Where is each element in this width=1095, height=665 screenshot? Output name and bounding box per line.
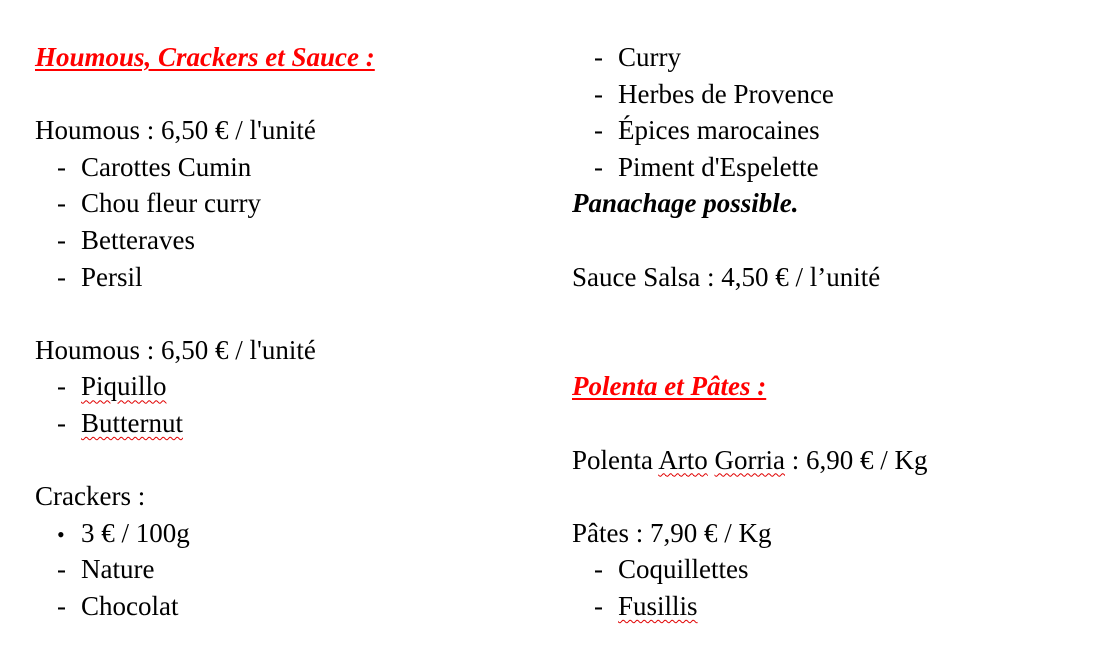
list-item bbox=[572, 39, 1072, 76]
houmous-price-1: Houmous : 6,50 € / l'unité bbox=[35, 115, 316, 146]
list-item-label: Chou fleur curry bbox=[81, 188, 261, 219]
dash-marker: - bbox=[57, 407, 66, 438]
list-item bbox=[572, 588, 1072, 625]
blank-line bbox=[572, 295, 1072, 332]
list-item bbox=[572, 149, 1072, 186]
list-item-label: Épices marocaines bbox=[618, 115, 820, 146]
blank-line bbox=[572, 405, 1072, 442]
right-column bbox=[572, 39, 1072, 625]
dash-marker: - bbox=[57, 188, 66, 219]
list-item bbox=[35, 259, 535, 296]
panachage-note: Panachage possible. bbox=[572, 188, 799, 219]
dash-marker: - bbox=[57, 224, 66, 255]
polenta-prefix: Polenta bbox=[572, 444, 659, 475]
dash-marker: - bbox=[57, 371, 66, 402]
list-item-label: Persil bbox=[81, 261, 143, 292]
left-column bbox=[35, 39, 535, 625]
list-item bbox=[35, 588, 535, 625]
list-item-label: Herbes de Provence bbox=[618, 78, 834, 109]
list-item bbox=[35, 405, 535, 442]
dash-marker: - bbox=[57, 554, 66, 585]
crackers-title: Crackers : bbox=[35, 481, 146, 512]
sauce-price: Sauce Salsa : 4,50 € / l’unité bbox=[572, 261, 881, 292]
polenta-brand-gorria: Gorria bbox=[714, 444, 785, 475]
list-item bbox=[572, 112, 1072, 149]
list-item-label: Coquillettes bbox=[618, 554, 749, 585]
polenta-space bbox=[708, 445, 715, 475]
list-item bbox=[35, 222, 535, 259]
crackers-price: 3 € / 100g bbox=[81, 517, 190, 548]
list-item bbox=[35, 515, 535, 552]
list-item-label: Piment d'Espelette bbox=[618, 151, 819, 182]
dash-marker: - bbox=[594, 590, 603, 621]
list-item-label: Carottes Cumin bbox=[81, 151, 252, 182]
blank-line bbox=[572, 332, 1072, 369]
dash-marker: - bbox=[594, 554, 603, 585]
blank-line bbox=[35, 442, 535, 479]
list-item-label: Betteraves bbox=[81, 224, 195, 255]
bullet-marker: • bbox=[57, 521, 65, 547]
list-item-label: Chocolat bbox=[81, 590, 179, 621]
polenta-suffix: : 6,90 € / Kg bbox=[784, 444, 928, 475]
dash-marker: - bbox=[594, 115, 603, 146]
list-item bbox=[35, 185, 535, 222]
section-heading-polenta: Polenta et Pâtes : bbox=[572, 371, 767, 402]
dash-marker: - bbox=[594, 78, 603, 109]
dash-marker: - bbox=[57, 151, 66, 182]
dash-marker: - bbox=[57, 261, 66, 292]
blank-line bbox=[35, 76, 535, 113]
houmous-price-2: Houmous : 6,50 € / l'unité bbox=[35, 334, 316, 365]
list-item-label: Nature bbox=[81, 554, 155, 585]
list-item bbox=[35, 149, 535, 186]
pates-price: Pâtes : 7,90 € / Kg bbox=[572, 517, 772, 548]
blank-line bbox=[572, 222, 1072, 259]
list-item bbox=[35, 368, 535, 405]
dash-marker: - bbox=[594, 151, 603, 182]
dash-marker: - bbox=[57, 590, 66, 621]
blank-line bbox=[572, 478, 1072, 515]
list-item-label: Piquillo bbox=[81, 371, 167, 402]
list-item-label: Curry bbox=[618, 42, 681, 72]
list-item bbox=[572, 76, 1072, 113]
list-item bbox=[35, 551, 535, 588]
list-item-label: Butternut bbox=[81, 407, 183, 438]
section-heading-houmous: Houmous, Crackers et Sauce : bbox=[35, 42, 375, 72]
list-item bbox=[572, 551, 1072, 588]
list-item-label: Fusillis bbox=[618, 590, 698, 621]
blank-line bbox=[35, 295, 535, 332]
polenta-price bbox=[572, 442, 1072, 479]
dash-marker: - bbox=[594, 42, 603, 72]
polenta-brand-arto: Arto bbox=[658, 444, 708, 475]
